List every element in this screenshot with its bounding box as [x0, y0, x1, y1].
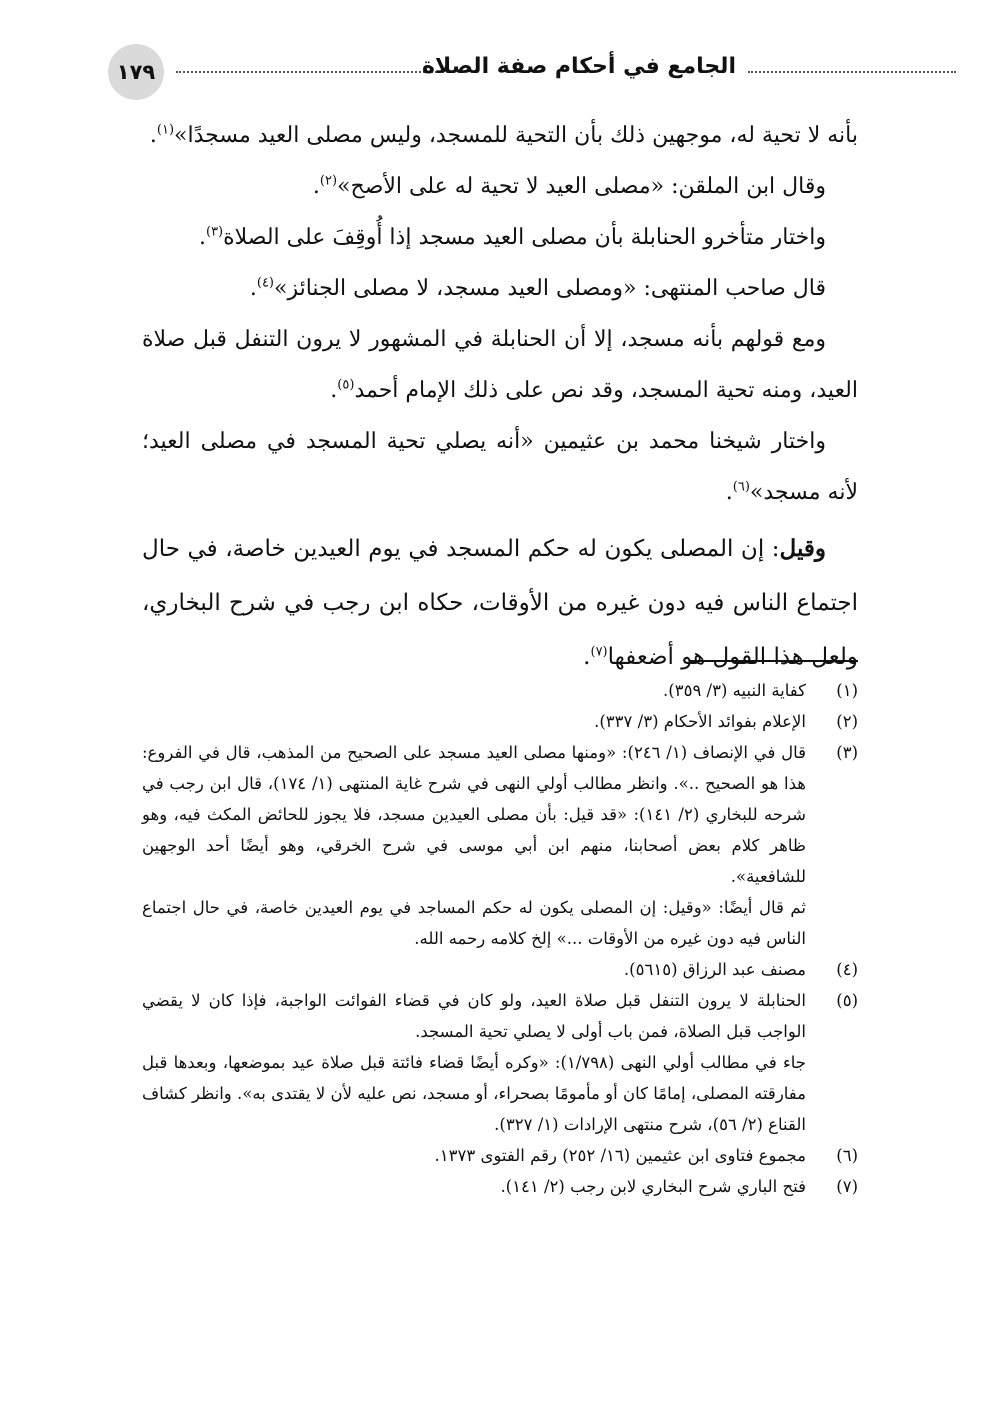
footnote-number: (٦)	[836, 1146, 858, 1165]
footnote-ref-1: (١)	[156, 122, 175, 138]
paragraph-6-end: .	[725, 480, 733, 505]
footnote-text: مجموع فتاوى ابن عثيمين (١٦/ ٢٥٢) رقم الفتوى ١٣٧٣.	[434, 1146, 806, 1165]
footnote-7	[142, 1171, 858, 1202]
footnote-1	[142, 675, 858, 706]
paragraph-5-text: ومع قولهم بأنه مسجد، إلا أن الحنابلة في المشهور لا يرون التنفل قبل صلاة العيد، ومنه تحية المسجد، وقد نص على ذلك الإمام أحمد	[142, 327, 858, 403]
footnote-ref-6: (٦)	[732, 479, 750, 495]
running-title: الجامع في أحكام صفة الصلاة	[421, 54, 736, 79]
paragraph-2-end: .	[312, 174, 320, 199]
running-header	[108, 44, 860, 100]
main-text	[142, 110, 858, 684]
footnote-ref-7: (٧)	[590, 644, 608, 660]
page-number: ١٧٩	[108, 44, 164, 100]
header-dotted-leader-left	[176, 71, 444, 73]
footnote-2	[142, 706, 858, 737]
footnote-number: (٢)	[836, 712, 858, 731]
footnote-number: (٥)	[836, 991, 858, 1010]
paragraph-4-end: .	[249, 276, 257, 301]
footnote-4	[142, 954, 858, 985]
footnote-text: الإعلام بفوائد الأحكام (٣/ ٣٣٧).	[594, 712, 806, 731]
paragraph-6	[142, 416, 858, 518]
paragraph-7-lead-word: وقيل	[779, 535, 826, 562]
footnote-3	[142, 737, 858, 954]
footnote-ref-4: (٤)	[256, 275, 274, 291]
paragraph-2-text: وقال ابن الملقن: «مصلى العيد لا تحية له على الأصح»	[337, 174, 826, 199]
footnote-number: (٤)	[836, 960, 858, 979]
footnote-number: (٧)	[836, 1177, 858, 1196]
paragraph-1	[142, 110, 858, 161]
paragraph-3	[142, 212, 858, 263]
footnote-text: كفاية النبيه (٣/ ٣٥٩).	[663, 681, 806, 700]
footnote-ref-3: (٣)	[205, 224, 224, 240]
footnote-text: فتح الباري شرح البخاري لابن رجب (٢/ ١٤١).	[500, 1177, 806, 1196]
footnote-text: جاء في مطالب أولي النهى (١/٧٩٨): «وكره أيضًا قضاء فائتة قبل صلاة عيد بموضعها، وبعدها قبل مفارقته المصلى، إمامًا كان أو مأمومًا بصحراء، أو مسجد، نص عليه لأن لا يقتدى به». وانظر كشاف القناع (٢/ ٥٦)، شرح منتهى الإرادات (١/ ٣٢٧).	[142, 1053, 806, 1134]
paragraph-3-end: .	[198, 225, 206, 250]
header-dotted-leader-right	[748, 71, 956, 73]
footnote-text: قال في الإنصاف (١/ ٢٤٦): «ومنها مصلى العيد مسجد على الصحيح من المذهب، قال في الفروع: هذا هو الصحيح ..». وانظر مطالب أولي النهى في شرح غاية المنتهى (١/ ١٧٤)، قال ابن رجب في شرحه للبخاري (٢/ ١٤١): «قد قيل: بأن مصلى العيدين مسجد، فلا يجوز للحائض المكث فيه، وهو ظاهر كلام بعض أصحابنا، منهم ابن أبي موسى في شرح الخرقي، وهو أيضًا أحد الوجهين للشافعية».	[142, 743, 807, 886]
paragraph-4-text: قال صاحب المنتهى: «ومصلى العيد مسجد، لا مصلى الجنائز»	[274, 276, 826, 301]
footnote-ref-5: (٥)	[337, 377, 355, 393]
footnote-5	[142, 985, 858, 1140]
footnotes	[142, 675, 858, 1202]
paragraph-5	[142, 314, 858, 416]
paragraph-7-text: : إن المصلى يكون له حكم المسجد في يوم العيدين خاصة، في حال اجتماع الناس فيه دون غيره من الأوقات، حكاه ابن رجب في شرح البخاري، ولعل هذا القول هو أضعفها	[142, 536, 858, 670]
footnote-separator	[690, 660, 858, 662]
paragraph-1-text: بأنه لا تحية له، موجهين ذلك بأن التحية للمسجد، وليس مصلى العيد مسجدًا»	[174, 123, 858, 148]
paragraph-3-text: واختار متأخرو الحنابلة بأن مصلى العيد مسجد إذا أُوقِفَ على الصلاة	[223, 225, 826, 250]
paragraph-2	[142, 161, 858, 212]
footnote-text: ثم قال أيضًا: «وقيل: إن المصلى يكون له حكم المساجد في يوم العيدين خاصة، في حال اجتماع الناس فيه دون غيره من الأوقات ...» إلخ كلامه رحمه الله.	[142, 898, 806, 948]
paragraph-4	[142, 263, 858, 314]
footnote-text: مصنف عبد الرزاق (٥٦١٥).	[623, 960, 806, 979]
footnote-text: الحنابلة لا يرون التنفل قبل صلاة العيد، ولو كان في قضاء الفوائت الواجبة، فإذا كان لا يقضي الواجب قبل الصلاة، فمن باب أولى لا يصلي تحية المسجد.	[142, 991, 806, 1041]
footnote-ref-2: (٢)	[319, 173, 338, 189]
paragraph-1-end: .	[149, 123, 157, 148]
footnote-number: (٣)	[836, 743, 858, 762]
paragraph-6-text: واختار شيخنا محمد بن عثيمين «أنه يصلي تحية المسجد في مصلى العيد؛ لأنه مسجد»	[142, 429, 858, 505]
footnote-number: (١)	[836, 681, 858, 700]
paragraph-7-end: .	[583, 644, 591, 670]
footnote-6	[142, 1140, 858, 1171]
paragraph-5-end: .	[330, 378, 338, 403]
